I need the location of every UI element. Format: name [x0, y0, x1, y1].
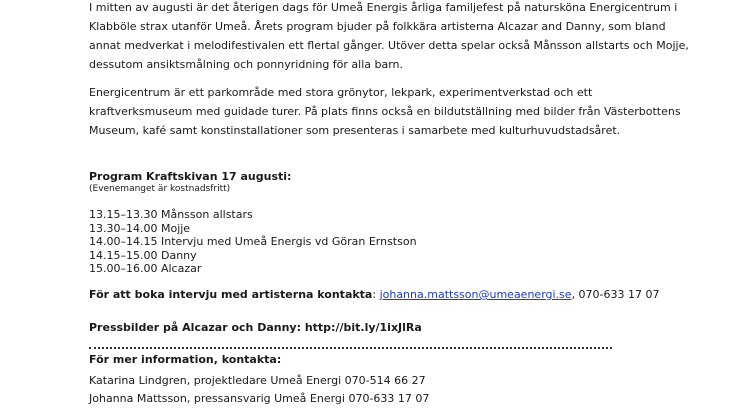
- schedule-item: 13.15–13.30 Månsson allstars: [89, 208, 253, 221]
- dotted-divider: [89, 339, 612, 349]
- schedule-item: 14.15–15.00 Danny: [89, 248, 197, 262]
- booking-label: För att boka intervju med artisterna kontakta: [89, 288, 373, 301]
- program-heading: Program Kraftskivan 17 augusti:: [89, 170, 292, 183]
- program-schedule: [89, 208, 417, 276]
- contact-line: Katarina Lindgren, projektledare Umeå Energi 070-514 66 27: [89, 374, 426, 387]
- booking-colon: :: [372, 288, 380, 301]
- booking-line: [89, 285, 660, 304]
- park-paragraph: Energicentrum är ett parkområde med stora grönytor, lekpark, experimentverkstad och ett kraftverksmuseum med guidade turer. På plats finns också en bildutställning med bilder från Västerbottens Museum, kafé samt konstinstallationer som presenteras i samarbete med kulturhuvudstadsåret.: [89, 86, 681, 137]
- booking-phone: , 070-633 17 07: [571, 288, 660, 301]
- info-heading: För mer information, kontakta:: [89, 353, 282, 366]
- schedule-item: 15.00–16.00 Alcazar: [89, 262, 202, 275]
- schedule-item: 14.00–14.15 Intervju med Umeå Energis vd Göran Ernstson: [89, 235, 417, 248]
- intro-paragraph: I mitten av augusti är det återigen dags för Umeå Energis årliga familjefest på natursköna Energicentrum i Klabböle strax utanför Umeå. Årets program bjuder på folkkära artisterna Alcazar and Danny, som bland annat medverkat i melodifestivalen ett flertal gånger. Utöver detta spelar också Månsson allstarts och Mojje, dessutom ansiktsmålning och ponnyridning för alla barn.: [89, 1, 689, 71]
- program-note: (Evenemanget är kostnadsfritt): [89, 184, 231, 194]
- press-images-line: Pressbilder på Alcazar och Danny: http://bit.ly/1ixJlRa: [89, 321, 422, 334]
- booking-email-link[interactable]: johanna.mattsson@umeaenergi.se: [379, 288, 572, 301]
- schedule-item: 13.30–14.00 Mojje: [89, 221, 191, 235]
- contact-line: Johanna Mattsson, pressansvarig Umeå Energi 070-633 17 07: [89, 392, 430, 405]
